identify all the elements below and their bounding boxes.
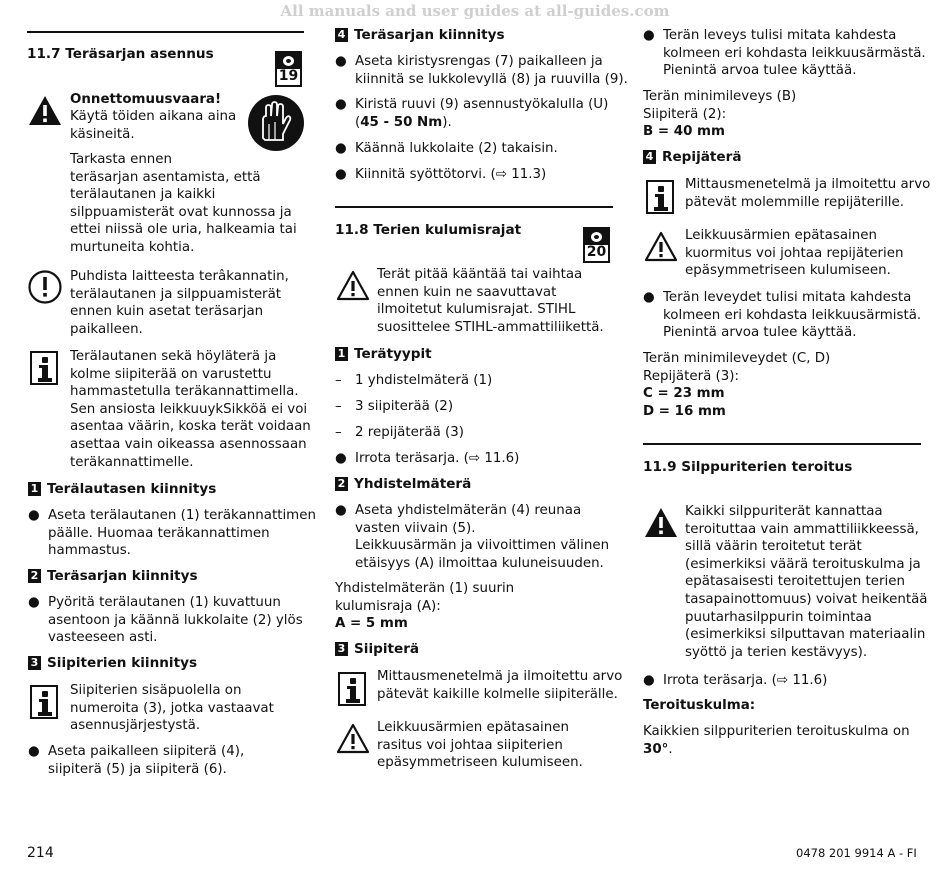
clean-note-text: Puhdista laitteesta terâkannatin, terälautanen ja silppuamisterät ennen kuin asetat teräsarjan paikalleen. <box>70 269 289 337</box>
min-width-value-c: C = 23 mm <box>643 386 725 402</box>
danger-title: Onnettomuusvaara! <box>70 92 222 107</box>
bullet-item: ● Kiinnitä syöttötorvi. (⇨ 11.3) <box>335 167 547 182</box>
watermark: All manuals and user guides at all-guides.com <box>280 2 670 20</box>
subsection-2: 2 Yhdistelmäterä <box>335 476 471 492</box>
min-width-text: Terän minimileveys (B) Siipiterä (2): B = 40 mm <box>643 89 797 140</box>
bullet-item: ● Aseta paikalleen siipiterä (4), siipiterä (5) ja siipiterä (6). <box>28 744 245 777</box>
info-text: Mittausmenetelmä ja ilmoitettu arvo pätevät kaikille kolmelle siipiterälle. <box>377 669 623 702</box>
sharpening-angle-text: Kaikkien silppuriterien teroituskulma on 30°. <box>643 724 910 757</box>
info-text: Terälautanen sekä höyläterä ja kolme siipiterää on varustettu hammastetulla teräkannattimella. Sen ansiosta leikkuuykSikköä ei voi asentaa väärin, koska terät voidaan asettaa vain oikeassa asennossaan teräkannattimelle. <box>70 349 311 470</box>
bullet-item: ● Kiristä ruuvi (9) asennustyökalulla (U) (45 - 50 Nm). <box>335 97 609 130</box>
dash-item: – 2 repijäterää (3) <box>335 425 465 440</box>
danger-text: Kaikki silppuriterät kannattaa teroituttaa vain ammattiliikkeessä, sillä väärin teroitetut terät (esimerkiksi väärä teroituskulma ja epätasaisesti teroitettujen terien tasapainottomuus) voivat heikentää puutarhasilppurin toimintaa (esimerkiksi silputtavan materiaalin syöttö ja terien kestävyys). <box>685 504 928 660</box>
sharpening-angle-value: 30° <box>643 741 669 757</box>
camera-ref-number: 19 <box>278 68 299 84</box>
min-width-value-d: D = 16 mm <box>643 403 726 419</box>
info-text: Mittausmenetelmä ja ilmoitettu arvo pätevät molemmille repijäterille. <box>685 177 931 210</box>
info-text: Siipiterien sisäpuolella on numeroita (3), jotka vastaavat asennusjärjestystä. <box>70 683 274 734</box>
subsection-1: 1 Terälautasen kiinnitys <box>28 481 216 497</box>
camera-ref-icon <box>275 51 302 87</box>
danger-text: Käytä töiden aikana aina käsineitä. <box>70 109 237 142</box>
min-widths-text: Terän minimileveydet (C, D) Repijäterä (3): C = 23 mm D = 16 mm <box>643 351 831 419</box>
section-title-11-9: 11.9 Silppuriterien teroitus <box>643 459 853 475</box>
bullet-item: ● Aseta yhdistelmäterän (4) reunaa vasten viivain (5). Leikkuusärmän ja viivoittimen välinen etäisyys (A) ilmoittaa kuluneisuuden. <box>335 503 610 571</box>
info-icon <box>338 672 366 706</box>
section-rule <box>335 206 613 208</box>
dash-item: – 3 siipiterää (2) <box>335 399 454 414</box>
bullet-item: ● Irrota teräsarja. (⇨ 11.6) <box>335 451 520 466</box>
subsection-2: 2 Teräsarjan kiinnitys <box>28 568 198 584</box>
camera-ref-icon <box>583 227 610 263</box>
check-text: Tarkasta ennen teräsarjan asentamista, että terälautanen ja kaikki silppuamisterät ovat kunnossa ja ettei niissä ole uria, halkeamia tai murtuneita kohtia. <box>70 152 297 255</box>
subsection-3: 3 Siipiterä <box>335 641 419 657</box>
info-icon <box>30 351 58 385</box>
gloves-icon <box>247 94 305 152</box>
bullet-item: ● Pyöritä terälautanen (1) kuvattuun asentoon ja käännä lukkolaite (2) ylös vasteeseen asti. <box>28 595 303 646</box>
warning-text: Terät pitää kääntää tai vaihtaa ennen kuin ne saavuttavat ilmoitetut kulumisrajat. STIHL suosittelee STIHL-ammattiliikettä. <box>377 267 604 335</box>
subsection-1: 1 Terätyypit <box>335 346 432 362</box>
document-code: 0478 201 9914 A - FI <box>796 846 917 860</box>
wear-limit-text: Yhdistelmäterän (1) suurin kulumisraja (A): A = 5 mm <box>335 581 515 632</box>
bullet-item: ● Terän leveys tulisi mitata kahdesta kolmeen eri kohdasta leikkuusärmästä. Pienintä arvoa tulee käyttää. <box>643 28 926 79</box>
section-title-11-8: 11.8 Terien kulumisrajat <box>335 222 522 238</box>
warning-icon <box>336 723 370 754</box>
info-icon <box>30 685 58 719</box>
subsection-3: 3 Siipiterien kiinnitys <box>28 655 197 671</box>
page-number: 214 <box>27 845 54 861</box>
min-width-value: B = 40 mm <box>643 124 725 140</box>
wear-limit-value: A = 5 mm <box>335 616 408 632</box>
warning-text: Leikkuusärmien epätasainen rasitus voi johtaa siipiterien epäsymmetriseen kulumiseen. <box>377 720 583 771</box>
warning-icon <box>644 231 678 262</box>
danger-warning-icon <box>28 95 62 126</box>
bullet-item: ● Aseta kiristysrengas (7) paikalleen ja kiinnitä se lukkolevyllä (8) ja ruuvilla (9). <box>335 54 628 87</box>
warning-icon <box>336 270 370 301</box>
section-rule <box>27 31 304 33</box>
info-icon <box>646 180 674 214</box>
bullet-item: ● Aseta terälautanen (1) teräkannattimen päälle. Huomaa teräkannattimen hammastus. <box>28 508 316 559</box>
section-title-11-7: 11.7 Teräsarjan asennus <box>27 46 214 62</box>
bullet-item: ● Terän leveydet tulisi mitata kahdesta kolmeen eri kohdasta leikkuusärmistä. Pienintä arvoa tulee käyttää. <box>643 290 922 341</box>
section-rule <box>643 443 921 445</box>
warning-text: Leikkuusärmien epätasainen kuormitus voi johtaa repijäterien epäsymmetriseen kulumiseen. <box>685 228 904 279</box>
sharpening-angle-heading: Teroituskulma: <box>643 698 756 713</box>
subsection-4: 4 Repijäterä <box>643 149 742 165</box>
bullet-item: ● Käännä lukkolaite (2) takaisin. <box>335 141 558 156</box>
danger-warning-icon <box>644 507 678 538</box>
bullet-item: ● Irrota teräsarja. (⇨ 11.6) <box>643 673 828 688</box>
subsection-4: 4 Teräsarjan kiinnitys <box>335 27 505 43</box>
dash-item: – 1 yhdistelmäterä (1) <box>335 373 493 388</box>
camera-ref-number: 20 <box>586 244 607 260</box>
exclamation-icon <box>28 270 62 304</box>
